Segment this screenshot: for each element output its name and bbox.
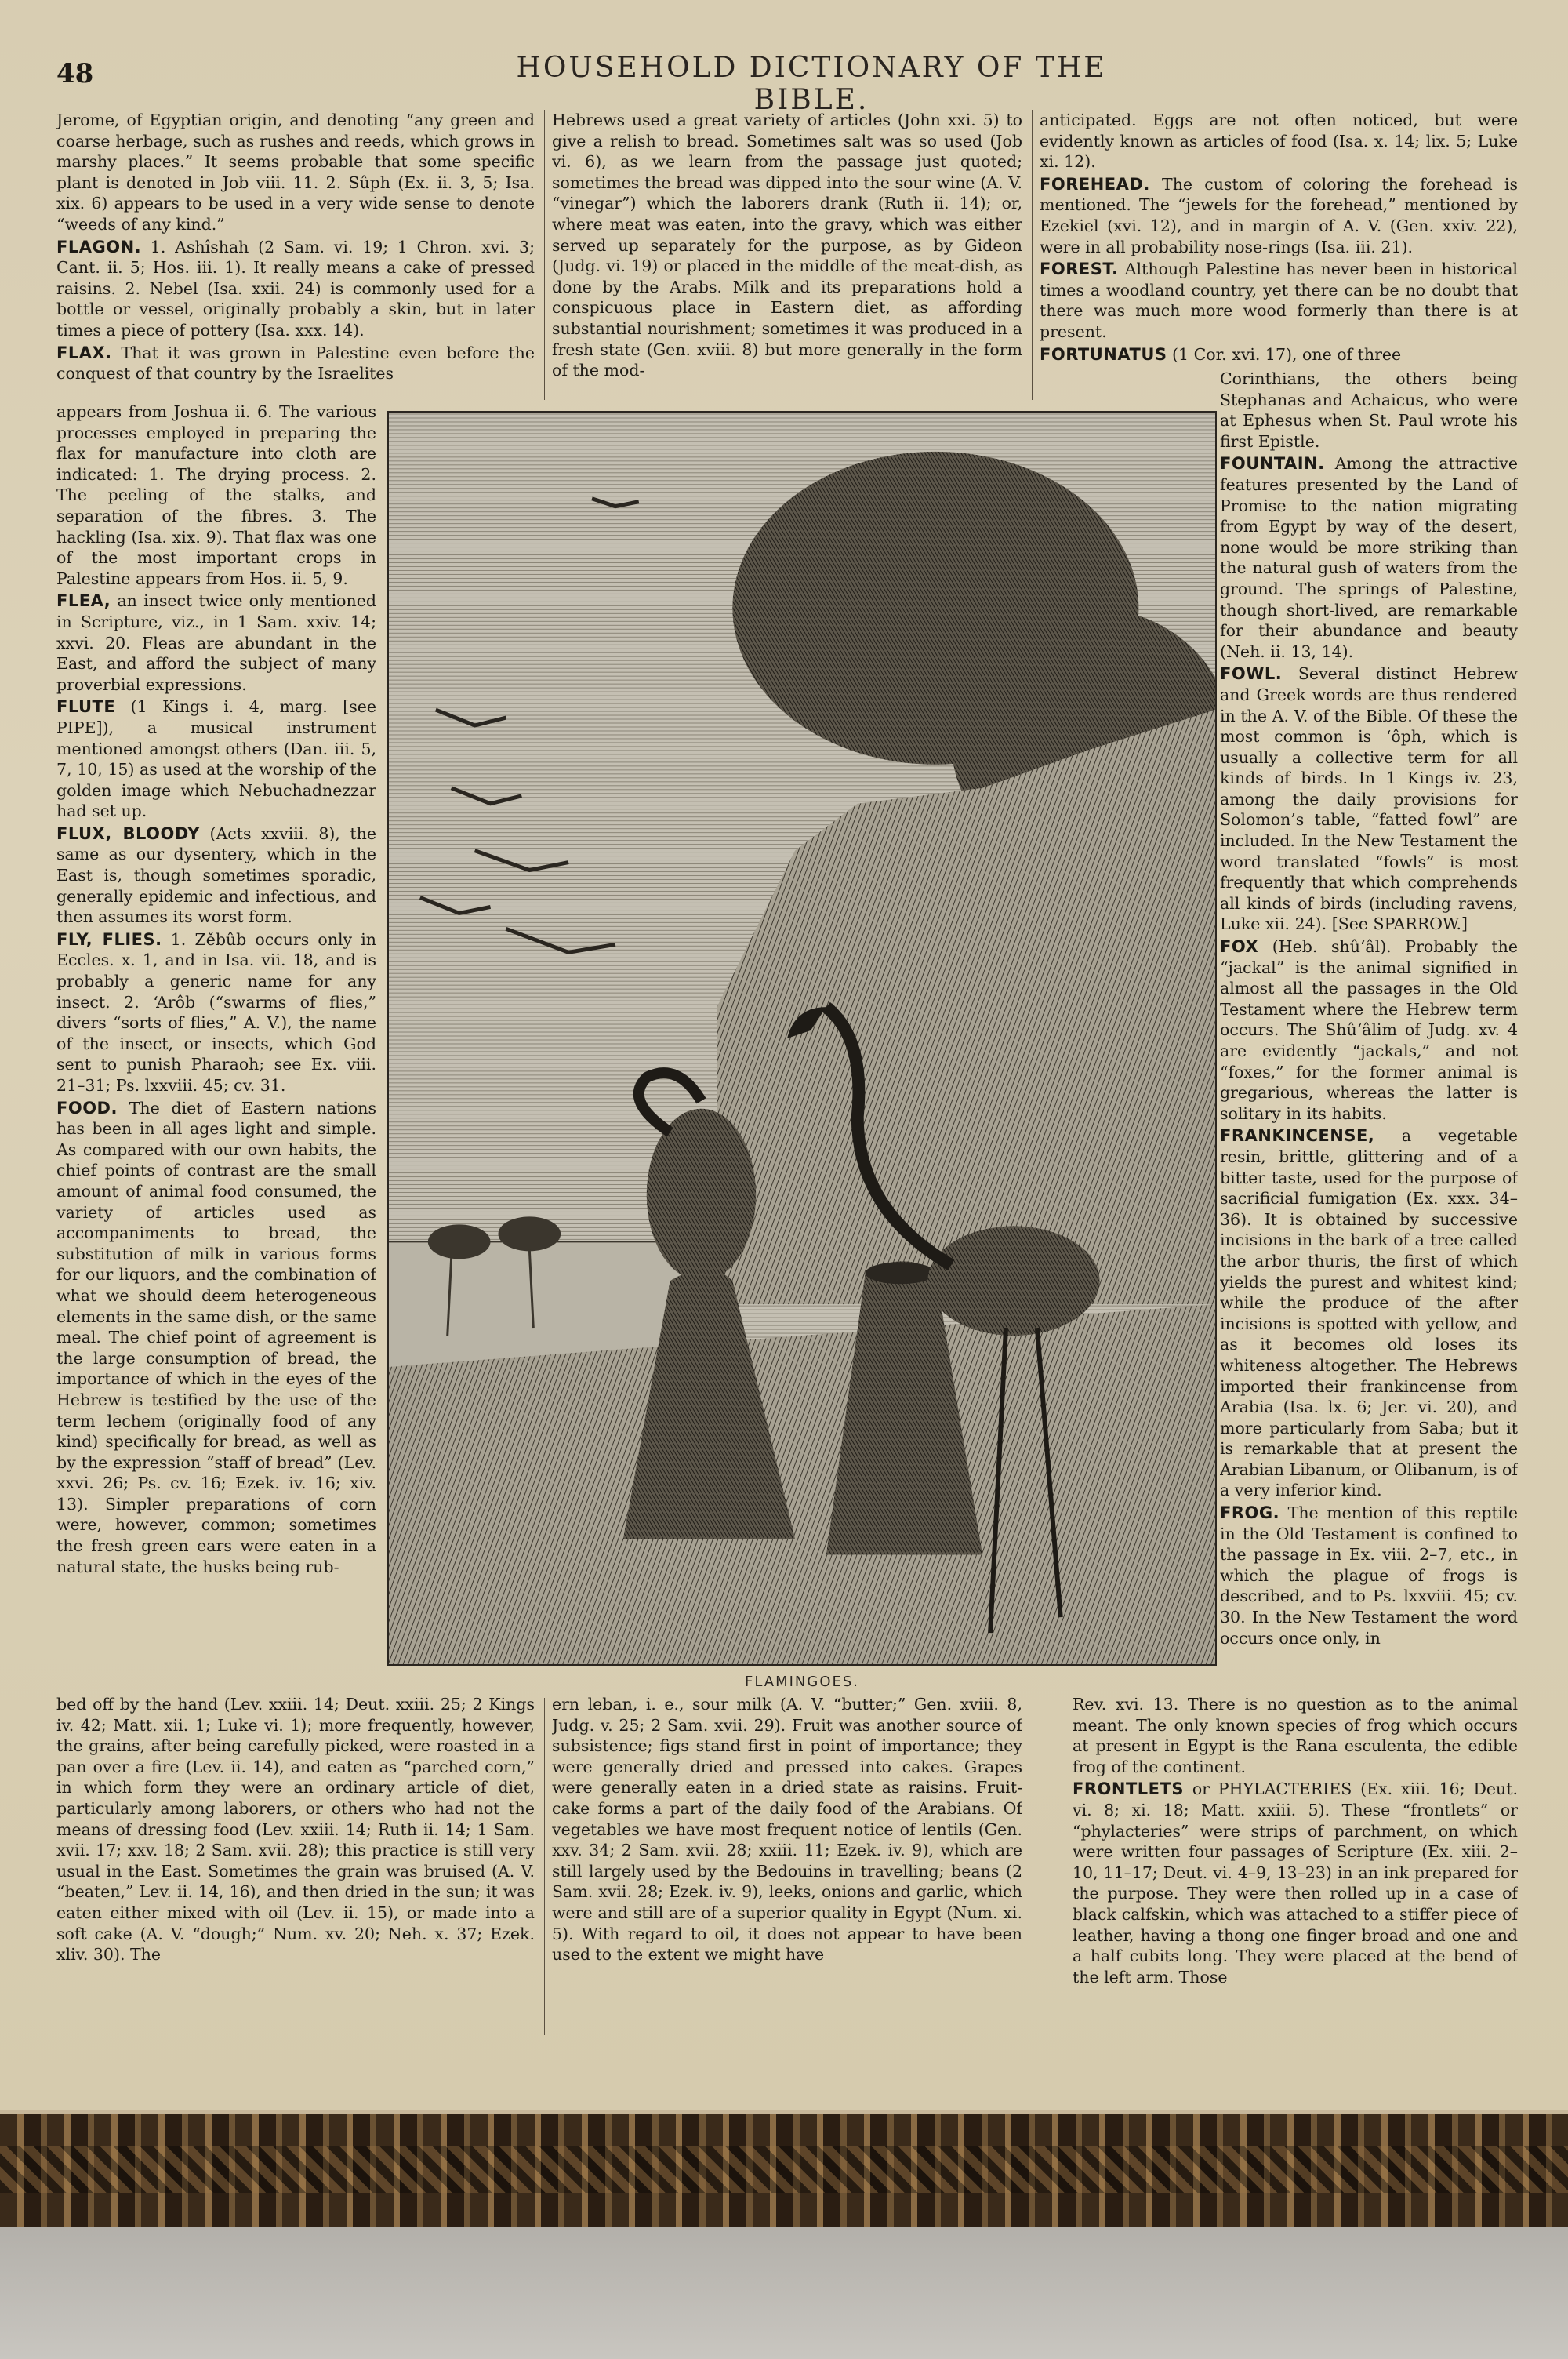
dictionary-entry	[1220, 936, 1518, 1124]
entry-headword: FLEA,	[56, 591, 111, 611]
entry-text: Several distinct Hebrew and Greek words are thus rendered in the A. V. of the Bible. Of these the most common is ʻôph, which is usually a collective term for all kinds of birds. In 1 Kings iv. 23, among the daily provisions for Solomon’s table, “fatted fowl” are included. In the New Testament the word translated “fowls” is most frequently that which comprehends all kinds of birds (including ravens, Luke xii. 24). [See SPARROW.]	[1220, 664, 1518, 934]
dictionary-entry	[1040, 110, 1518, 173]
dictionary-entry	[1040, 344, 1518, 365]
flamingo-engraving	[387, 411, 1217, 1666]
entry-headword: FOX	[1220, 937, 1259, 957]
entry-headword: FOREHEAD.	[1040, 174, 1150, 194]
dictionary-entry	[1220, 453, 1518, 662]
flamingo-standing	[927, 1226, 1099, 1336]
column-right-beside-figure	[1220, 369, 1518, 1694]
entry-headword: FLAX.	[56, 343, 112, 362]
entry-text: Hebrews used a great variety of articles (John xxi. 5) to give a relish to bread. Sometimes salt was so used (Job vi. 6), as we learn from the passage just quoted; sometimes the bread was dipped into the sour wine (A. V. “vinegar”) which the laborers drank (Ruth ii. 14); or, where meat was eaten, into the gravy, which was either served up separately for the purpose, as by Gideon (Judg. vi. 19) or placed in the middle of the meat-dish, as done by the Arabs. Milk and its preparations hold a conspicuous place in Eastern diet, as affording substantial nourishment; sometimes it was produced in a fresh state (Gen. xviii. 8) but more generally in the form of the mod-	[552, 111, 1022, 380]
distant-flamingo	[498, 1216, 561, 1251]
entry-headword: FOREST.	[1040, 260, 1119, 279]
dictionary-entry	[56, 929, 376, 1096]
dictionary-entry	[552, 110, 1022, 381]
dictionary-entry	[1220, 663, 1518, 935]
entry-text: ern leban, i. e., sour milk (A. V. “butter;” Gen. xviii. 8, Judg. v. 25; 2 Sam. xvii. 29). Fruit was another source of subsistence; figs stand first in point of importance; they were generally dried and pressed into cakes. Grapes were generally eaten in a dried state as raisins. Fruit-cake forms a part of the daily food of the Arabians. Of vegetables we have most frequent notice of lentils (Gen. xxv. 34; 2 Sam. xvii. 28; xxiii. 11; Ezek. iv. 9), which are still largely used by the Bedouins in travelling; beans (2 Sam. xvii. 28; Ezek. iv. 9), leeks, onions and garlic, which were and still are of a superior quality in Egypt (Num. xi. 5). With regard to oil, it does not appear to have been used to the extent we might have	[552, 1695, 1022, 1965]
column-left-bottom	[56, 1694, 535, 2039]
dictionary-entry	[56, 696, 376, 822]
entry-headword: FORTUNATUS	[1040, 344, 1167, 364]
dictionary-entry	[56, 343, 535, 384]
dictionary-entry	[56, 1694, 535, 1965]
entry-headword: FOOD.	[56, 1098, 118, 1118]
page-number: 48	[56, 58, 94, 89]
entry-text: appears from Joshua ii. 6. The various processes employed in preparing the flax for manufacture into cloth are indicated: 1. The drying process. 2. The peeling of the stalks, and separation of the fibres. 3. The hackling (Isa. xix. 9). That flax was one of the most important crops in Palestine appears from Hos. ii. 5, 9.	[56, 402, 376, 588]
column-rule	[1032, 110, 1033, 400]
column-left-beside-figure	[56, 402, 376, 1696]
entry-text: Among the attractive features presented by the Land of Promise to the nation migrating from Egypt by way of the desert, none would be more striking than the natural gush of waters from the ground. The springs of Palestine, though short-lived, are remarkable for their abundance and beauty (Neh. ii. 13, 14).	[1220, 454, 1518, 661]
dictionary-entry	[56, 402, 376, 589]
entry-text: (1 Kings i. 4, marg. [see PIPE]), a musical instrument mentioned amongst others (Dan. iii. 5, 7, 10, 15) as used at the worship of the golden image which Nebuchadnezzar had set up.	[56, 697, 376, 821]
column-left-top	[56, 110, 535, 400]
flamingo-sitting	[647, 1109, 756, 1281]
entry-headword: FLUX, BLOODY	[56, 823, 200, 843]
column-middle-bottom	[552, 1694, 1022, 2039]
entry-text: The mention of this reptile in the Old Testament is confined to the passage in Ex. viii. 2–7, etc., in which the plague of frogs is described, and to Ps. lxxviii. 45; cv. 30. In the New Testament the word occurs once only, in	[1220, 1503, 1518, 1648]
dictionary-entry	[56, 237, 535, 341]
entry-headword: FOWL.	[1220, 664, 1283, 684]
book-binding-edge	[0, 2110, 1568, 2232]
dictionary-entry	[1040, 259, 1518, 342]
entry-headword: FRONTLETS	[1073, 1779, 1184, 1799]
entry-text: Corinthians, the others being Stephanas and Achaicus, who were at Ephesus when St. Paul wrote his first Epistle.	[1220, 369, 1518, 451]
entry-text: a vegetable resin, brittle, glittering and of a bitter taste, used for the purpose of sacrificial fumigation (Ex. xxx. 34–36). It is obtained by successive incisions in the bark of a tree called the arbor thuris, the first of which yields the purest and whitest kind; while the produce of the after incisions is spotted with yellow, and as it becomes old loses its whiteness altogether. The Hebrews imported their frankincense from Arabia (Isa. lx. 6; Jer. vi. 20), and more particularly from Saba; but it is remarkable that at present the Arabian Libanum, or Olibanum, is of a very inferior kind.	[1220, 1126, 1518, 1500]
entry-text: or PHYLACTERIES (Ex. xiii. 16; Deut. vi. 8; xi. 18; Matt. xxiii. 5). These “frontlets” or “phylacteries” were strips of parchment, on which were written four passages of Scripture (Ex. xiii. 2–10, 11–17; Deut. vi. 4–9, 13–23) in an ink prepared for the purpose. They were then rolled up in a case of black calfskin, which was attached to a stiffer piece of leather, having a thong one finger broad and one and a half cubits long. They were placed at the bend of the left arm. Those	[1073, 1779, 1518, 1986]
dictionary-entry	[1220, 369, 1518, 452]
dictionary-entry	[1220, 1125, 1518, 1501]
dictionary-entry	[552, 1694, 1022, 1965]
entry-text: (Heb. shûʻâl). Probably the “jackal” is the animal signified in almost all the passages in the Old Testament where the Hebrew term occurs. The Shûʻâlim of Judg. xv. 4 are evidently “jackals,” and not “foxes,” for the former animal is gregarious, whereas the latter is solitary in its habits.	[1220, 937, 1518, 1123]
figure-caption: FLAMINGOES.	[744, 1674, 860, 1690]
column-right-top	[1040, 110, 1518, 369]
entry-headword: FLY, FLIES.	[56, 929, 162, 949]
distant-flamingo	[428, 1224, 491, 1259]
dictionary-entry	[1073, 1694, 1518, 1777]
entry-headword: FLUTE	[56, 697, 116, 717]
dictionary-entry	[56, 591, 376, 695]
entry-text: Rev. xvi. 13. There is no question as to the animal meant. The only known species of frog which occurs at present in Egypt is the Rana esculenta, the edible frog of the continent.	[1073, 1695, 1518, 1776]
dictionary-entry	[1040, 174, 1518, 257]
entry-text: 1. Zěbûb occurs only in Eccles. x. 1, and in Isa. vii. 18, and is probably a generic name for any insect. 2. ʻArôb (“swarms of flies,” divers “sorts of flies,” A. V.), the name of the insect, or insects, which God sent to punish Pharaoh; see Ex. viii. 21–31; Ps. lxxviii. 45; cv. 31.	[56, 929, 376, 1095]
dictionary-entry	[1073, 1779, 1518, 1987]
entry-text: bed off by the hand (Lev. xxiii. 14; Deut. xxiii. 25; 2 Kings iv. 42; Matt. xii. 1; Luke vi. 1); more frequently, however, the grains, after being carefully picked, were roasted in a pan over a fire (Lev. ii. 14), and eaten as “parched corn,” in which form they were an ordinary article of diet, particularly among laborers, or others who had not the means of dressing food (Lev. xxiii. 14; Ruth ii. 14; 1 Sam. xvii. 17; xxv. 18; 2 Sam. xvii. 28); this practice is still very usual in the East. Sometimes the grain was bruised (A. V. “beaten,” Lev. ii. 14, 16), and then dried in the sun; it was eaten either mixed with oil (Lev. ii. 15), or made into a soft cake (A. V. “dough;” Num. xv. 20; Neh. x. 37; Ezek. xliv. 30). The	[56, 1695, 535, 1965]
entry-text: Jerome, of Egyptian origin, and denoting “any green and coarse herbage, such as rushes and reeds, which grows in marshy places.” It seems probable that some specific plant is denoted in Job viii. 11. 2. Sûph (Ex. ii. 3, 5; Isa. xix. 6) appears to be used in a very wide sense to denote “weeds of any kind.”	[56, 111, 535, 234]
dictionary-entry	[56, 823, 376, 928]
entry-text: That it was grown in Palestine even before the conquest of that country by the Israelites	[56, 343, 535, 383]
entry-text: 1. Ashîshah (2 Sam. vi. 19; 1 Chron. xvi. 3; Cant. ii. 5; Hos. iii. 1). It really means a cake of pressed raisins. 2. Nebel (Isa. xxii. 24) is commonly used for a bottle or vessel, originally probably a skin, but in later times a piece of pottery (Isa. xxx. 14).	[56, 237, 535, 340]
column-rule	[544, 110, 545, 400]
entry-text: The diet of Eastern nations has been in all ages light and simple. As compared with our own habits, the chief points of contrast are the small amount of animal food consumed, the variety of articles used as accompaniments to bread, the substitution of milk in various forms for our liquors, and the combination of what we should deem heterogeneous elements in the same dish, or the same meal. The chief point of agreement is the large consumption of bread, the importance of which in the eyes of the Hebrew is testified by the use of the term lechem (originally food of any kind) specifically for bread, as well as by the expression “staff of bread” (Lev. xxvi. 26; Ps. cv. 16; Ezek. iv. 16; xiv. 13). Simpler preparations of corn were, however, common; sometimes the fresh green ears were eaten in a natural state, the husks being rub-	[56, 1098, 376, 1576]
entry-text: anticipated. Eggs are not often noticed, but were evidently known as articles of food (Isa. x. 14; lix. 5; Luke xi. 12).	[1040, 111, 1518, 172]
background-surface	[0, 2227, 1568, 2359]
entry-text: Although Palestine has never been in historical times a woodland country, yet there can be no doubt that there was much more wood formerly than there is at present.	[1040, 260, 1518, 341]
column-middle-top	[552, 110, 1022, 400]
entry-text: an insect twice only mentioned in Scripture, viz., in 1 Sam. xxiv. 14; xxvi. 20. Fleas are abundant in the East, and afford the subject of many proverbial expressions.	[56, 591, 376, 694]
entry-text: (Acts xxviii. 8), the same as our dysentery, which in the East is, though sometimes sporadic, generally epidemic and infectious, and then assumes its worst form.	[56, 823, 376, 927]
dictionary-entry	[56, 1098, 376, 1578]
running-title: HOUSEHOLD DICTIONARY OF THE BIBLE.	[516, 52, 1107, 116]
ground	[389, 1304, 1215, 1664]
column-right-bottom	[1073, 1694, 1518, 2039]
entry-headword: FROG.	[1220, 1503, 1280, 1523]
entry-headword: FLAGON.	[56, 237, 142, 256]
dictionary-entry	[1220, 1503, 1518, 1648]
entry-headword: FOUNTAIN.	[1220, 454, 1325, 474]
dictionary-entry	[56, 110, 535, 235]
column-rule	[544, 1698, 545, 2035]
entry-text: The custom of coloring the forehead is mentioned. The “jewels for the forehead,” mentioned by Ezekiel (xvi. 12), and in margin of A. V. (Gen. xxiv. 22), were in all probability nose-rings (Isa. iii. 21).	[1040, 174, 1518, 256]
entry-text: (1 Cor. xvi. 17), one of three	[1172, 344, 1402, 364]
entry-headword: FRANKINCENSE,	[1220, 1126, 1375, 1146]
